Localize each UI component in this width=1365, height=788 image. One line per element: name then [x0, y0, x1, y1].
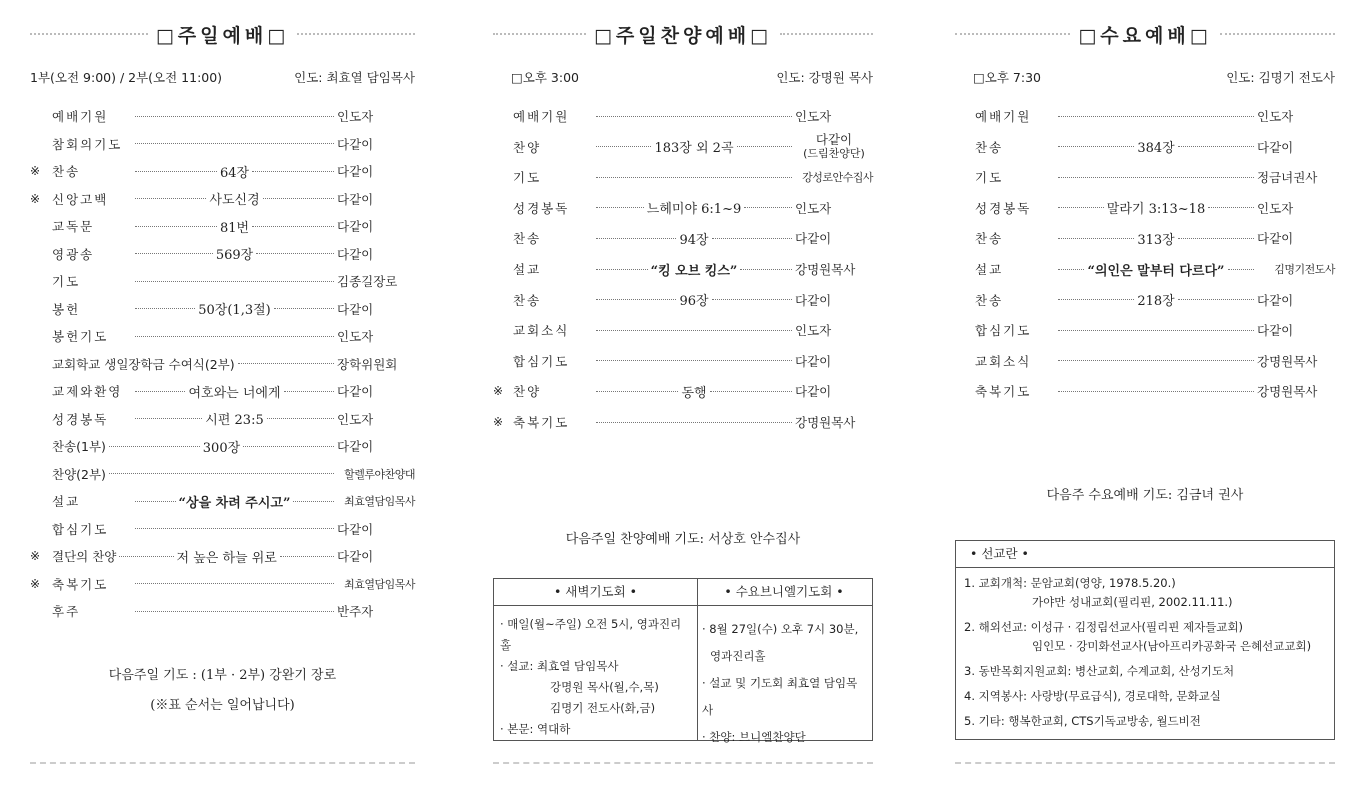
order-row — [52, 244, 415, 264]
order-content: 384장 — [1137, 141, 1175, 157]
order-row — [513, 351, 873, 371]
person-name: 강성로안수집사 — [802, 171, 873, 185]
order-row — [52, 134, 415, 154]
order-label: 교제와환영 — [52, 384, 123, 399]
leader-dots — [132, 336, 337, 337]
standing-note: (※표 순서는 일어납니다) — [150, 698, 295, 713]
person-name: 정금녀권사 — [1257, 170, 1318, 186]
order-row — [52, 464, 415, 484]
order-person — [337, 300, 415, 318]
nivel-prayer-box — [696, 578, 873, 744]
order-row — [975, 381, 1335, 401]
order-person — [795, 229, 873, 247]
order-row — [513, 228, 873, 248]
wednesday-service-heading — [955, 20, 1335, 48]
box-title: • 선교란 • — [956, 541, 1334, 568]
order-content: 동행 — [681, 385, 707, 401]
mission-item: 3. 동반목회지원교회: 병산교회, 수계교회, 산성기도처 — [964, 664, 1235, 678]
order-person — [337, 466, 415, 482]
next-prayer-note: 다음주 수요예배 기도: 김금녀 권사 — [1046, 488, 1244, 503]
divider — [780, 33, 873, 35]
standing-mark: ※ — [30, 576, 41, 591]
person-name: 반주자 — [337, 604, 374, 619]
order-row — [975, 198, 1335, 218]
box-line: · 매일(월~주일) 오전 5시, 영과진리홀 — [500, 617, 682, 652]
order-row — [52, 519, 415, 539]
order-person — [337, 410, 415, 428]
order-person — [337, 493, 415, 509]
order-person — [337, 437, 415, 455]
divider — [297, 33, 415, 35]
person-name: 강명원목사 — [1257, 353, 1318, 369]
leader-dots — [132, 492, 337, 511]
leader-dots — [132, 244, 337, 263]
order-label: 예배기원 — [975, 109, 1032, 124]
leader-dots — [1055, 198, 1257, 217]
box-line: · 찬양: 브니엘찬양단 — [702, 730, 806, 744]
box-line: · 설교 및 기도회 최효열 담임목사 — [702, 676, 858, 717]
order-label: 설교 — [52, 494, 81, 509]
order-label: 찬송 — [975, 231, 1004, 247]
order-person — [1257, 199, 1335, 217]
order-person — [795, 199, 873, 217]
leader-dots — [593, 260, 795, 279]
order-content: 569장 — [215, 248, 254, 263]
order-row — [52, 326, 415, 346]
divider — [1220, 33, 1335, 35]
service-time: □오후 7:30 — [973, 70, 1042, 85]
person-name: 인도자 — [337, 329, 374, 344]
order-row — [975, 137, 1335, 157]
person-name: 다같이 — [1257, 323, 1294, 339]
order-label: 찬양(2부) — [52, 466, 106, 482]
person-name: 다같이 — [795, 231, 832, 247]
person-name: 인도자 — [795, 323, 832, 339]
order-label: 교회소식 — [513, 323, 570, 339]
order-label: 후주 — [52, 604, 81, 619]
person-name: 다같이 — [337, 549, 374, 564]
order-person — [337, 107, 415, 125]
order-row — [513, 320, 873, 340]
leader-dots — [132, 116, 337, 117]
leader-dots — [1055, 330, 1257, 331]
order-content: “상을 차려 주시고” — [178, 495, 291, 511]
person-name: 다같이 — [337, 164, 374, 179]
box-line: · 8월 27일(수) 오후 7시 30분, — [702, 622, 859, 636]
order-content: 시편 23:5 — [205, 413, 264, 428]
person-name: 인도자 — [795, 200, 832, 216]
order-person — [337, 547, 415, 565]
person-name: 다같이 — [337, 301, 374, 317]
order-row — [975, 167, 1335, 187]
leader-dots — [1055, 116, 1257, 117]
order-label: 찬송 — [513, 231, 542, 247]
leader-dots — [593, 330, 795, 331]
person-name: 다같이 — [1257, 139, 1294, 155]
person-name: 다같이 — [337, 439, 374, 454]
order-content: 81번 — [219, 220, 250, 236]
leader-dots — [132, 382, 337, 401]
order-person — [337, 382, 415, 400]
service-info — [30, 66, 415, 88]
leader-dots — [132, 143, 337, 144]
order-row — [52, 491, 415, 511]
order-row — [52, 436, 415, 456]
leader-dots — [132, 611, 337, 612]
leader-dots — [593, 198, 795, 217]
mission-item: 2. 해외선교: 이성규 · 김정림선교사(필리핀 제자들교회) — [964, 620, 1244, 634]
sunday-service-heading — [30, 20, 415, 48]
person-name: 다같이 — [337, 384, 374, 399]
order-label: 찬양 — [513, 384, 542, 400]
order-label: 축복기도 — [975, 384, 1032, 400]
leader-dots — [106, 473, 337, 474]
leader-dots — [1055, 360, 1257, 361]
order-label: 합심기도 — [513, 353, 570, 369]
leader-dots — [132, 409, 337, 428]
section-title: □주일예배□ — [155, 24, 290, 47]
order-row — [52, 106, 415, 126]
service-leader: 인도: 김명기 전도사 — [1226, 70, 1335, 85]
leader-dots — [132, 528, 337, 529]
order-content: 313장 — [1137, 232, 1175, 248]
order-label: 봉헌 — [52, 301, 81, 317]
order-label: 봉헌기도 — [52, 329, 109, 344]
mission-item: 4. 지역봉사: 사랑방(무료급식), 경로대학, 문화교실 — [964, 689, 1221, 703]
leader-dots — [1055, 290, 1257, 309]
order-label: 교회소식 — [975, 353, 1032, 369]
order-row — [975, 106, 1335, 126]
order-label: 찬송 — [513, 292, 542, 308]
order-row — [52, 299, 415, 319]
order-person — [1257, 168, 1335, 186]
person-name: 다같이 — [795, 292, 832, 308]
order-person — [337, 272, 415, 290]
praise-service-heading — [493, 20, 873, 48]
order-row — [52, 216, 415, 236]
order-person — [337, 576, 415, 592]
mission-item-detail: 임인모 · 강미화선교사(남아프리카공화국 은혜선교교회) — [1032, 639, 1312, 653]
order-person — [1257, 229, 1335, 247]
order-label: 교독문 — [52, 219, 95, 234]
order-person — [337, 217, 415, 235]
order-content: 218장 — [1137, 294, 1175, 310]
box-title: • 새벽기도회 • — [494, 579, 697, 606]
order-label: 기도 — [513, 170, 542, 186]
service-time: □오후 3:00 — [511, 70, 580, 85]
leader-dots — [593, 229, 795, 248]
order-person — [795, 260, 873, 278]
order-content: 저 높은 하늘 위로 — [176, 550, 277, 566]
person-name: 강명원목사 — [795, 415, 856, 430]
person-name: 다같이 — [815, 132, 853, 148]
order-person — [795, 352, 873, 370]
order-person — [337, 190, 415, 208]
order-label: 설교 — [975, 262, 1004, 277]
order-person — [795, 382, 873, 400]
order-label: 성경봉독 — [52, 411, 109, 427]
mission-box — [955, 540, 1335, 740]
order-person — [795, 169, 873, 185]
divider — [30, 762, 415, 764]
order-person — [795, 291, 873, 309]
order-row — [513, 167, 873, 187]
order-label: 기도 — [52, 274, 81, 289]
order-content: 여호와는 너에게 — [188, 385, 281, 401]
order-content: 말라기 3:13~18 — [1106, 202, 1206, 218]
service-info — [511, 66, 873, 88]
person-name: 다같이 — [337, 521, 374, 537]
order-label: 결단의 찬양 — [52, 549, 117, 564]
person-name: 다같이 — [795, 384, 832, 400]
person-name: 다같이 — [337, 191, 374, 207]
dawn-prayer-box — [493, 578, 698, 741]
person-name: 김종길장로 — [337, 274, 398, 289]
leader-dots — [1055, 229, 1257, 248]
standing-mark: ※ — [30, 164, 41, 178]
leader-dots — [116, 547, 337, 566]
person-name: 인도자 — [337, 109, 374, 124]
order-person — [1257, 382, 1335, 400]
order-label: 합심기도 — [975, 323, 1032, 339]
order-row — [975, 351, 1335, 371]
order-label: 성경봉독 — [513, 200, 570, 216]
order-row — [52, 271, 415, 291]
leader-dots — [1055, 260, 1257, 279]
order-row — [975, 320, 1335, 340]
section-title: □주일찬양예배□ — [593, 24, 773, 47]
order-person — [1257, 321, 1335, 339]
leader-dots — [1055, 391, 1257, 392]
order-person — [337, 520, 415, 538]
person-name: 장학위원회 — [337, 356, 398, 372]
order-content: 96장 — [679, 294, 709, 310]
divider — [493, 762, 873, 764]
order-person — [795, 321, 873, 339]
order-person — [337, 602, 415, 620]
standing-mark: ※ — [30, 549, 41, 563]
divider — [955, 33, 1070, 35]
leader-dots — [593, 290, 795, 309]
order-label: 참회의기도 — [52, 136, 123, 152]
box-line: · 설교: 최효열 담임목사 — [500, 659, 619, 673]
box-line: · 본문: 역대하 — [500, 722, 571, 736]
order-row — [52, 381, 415, 401]
service-info — [973, 66, 1335, 88]
order-label: 영광송 — [52, 246, 95, 262]
person-name: 김명기전도사 — [1274, 263, 1335, 276]
order-row — [493, 412, 873, 432]
order-person — [795, 133, 873, 160]
person-name: 다같이 — [1257, 292, 1294, 308]
service-times: 1부(오전 9:00) / 2부(오전 11:00) — [30, 70, 223, 85]
person-name: 인도자 — [1257, 109, 1294, 124]
service-leader: 인도: 강명원 목사 — [776, 70, 873, 85]
leader-dots — [132, 217, 337, 236]
order-label: 찬송 — [975, 292, 1004, 308]
box-line: 강명원 목사(월,수,목) — [550, 680, 659, 694]
order-row — [493, 381, 873, 401]
order-person — [337, 162, 415, 180]
leader-dots — [593, 116, 795, 117]
divider — [955, 762, 1335, 764]
person-name: 최효열담임목사 — [344, 495, 415, 508]
order-label: 성경봉독 — [975, 200, 1032, 216]
leader-dots — [132, 299, 337, 318]
order-content: 느헤미야 6:1~9 — [646, 202, 742, 218]
person-name: 최효열담임목사 — [344, 577, 415, 591]
person-name: 강명원목사 — [795, 262, 856, 277]
order-row — [30, 161, 415, 181]
order-person — [337, 327, 415, 345]
order-label: 찬송(1부) — [52, 439, 106, 454]
order-person — [337, 245, 415, 263]
person-name: 인도자 — [337, 411, 374, 427]
order-content: 64장 — [219, 165, 250, 181]
order-person — [337, 135, 415, 153]
order-label: 기도 — [975, 170, 1004, 186]
order-row — [52, 409, 415, 429]
order-label: 찬양 — [513, 139, 542, 155]
section-title: □수요예배□ — [1078, 24, 1212, 47]
order-label: 예배기원 — [52, 109, 109, 124]
order-label: 찬송 — [52, 164, 81, 179]
person-name: 강명원목사 — [1257, 384, 1318, 400]
standing-mark: ※ — [493, 415, 504, 429]
order-content: 300장 — [202, 440, 241, 456]
person-name: 다같이 — [337, 136, 374, 152]
leader-dots — [132, 583, 337, 584]
order-content: 94장 — [679, 232, 709, 248]
order-row — [975, 259, 1335, 279]
box-title: • 수요브니엘기도회 • — [696, 579, 872, 606]
leader-dots — [593, 382, 795, 401]
leader-dots — [132, 162, 337, 181]
leader-dots — [235, 363, 337, 364]
mission-item: 1. 교회개척: 문암교회(영양, 1978.5.20.) — [964, 576, 1176, 590]
leader-dots — [106, 437, 337, 456]
leader-dots — [1055, 137, 1257, 156]
order-row — [52, 354, 415, 374]
leader-dots — [593, 360, 795, 361]
order-content: 사도신경 — [209, 193, 260, 208]
order-content: “의인은 말부터 다르다” — [1087, 263, 1225, 279]
order-row — [52, 601, 415, 621]
person-name: 다같이 — [337, 246, 374, 262]
order-content: 183장 외 2곡 — [654, 141, 734, 157]
divider — [493, 33, 586, 35]
order-person — [1257, 107, 1335, 125]
order-person — [795, 107, 873, 125]
person-name: 다같이 — [1257, 231, 1294, 247]
service-leader: 인도: 최효열 담임목사 — [294, 70, 415, 85]
order-person — [337, 355, 415, 373]
order-person — [1257, 291, 1335, 309]
order-row — [975, 228, 1335, 248]
order-person — [795, 413, 873, 431]
order-person — [1257, 261, 1335, 277]
next-prayer-note: 다음주일 기도 : (1부 · 2부) 강완기 장로 — [108, 668, 337, 683]
leader-dots — [593, 422, 795, 423]
order-label: 신앙고백 — [52, 191, 109, 207]
leader-dots — [1055, 177, 1257, 178]
mission-item-detail: 가야만 성내교회(필리핀, 2002.11.11.) — [1032, 595, 1233, 609]
leader-dots — [132, 281, 337, 282]
box-line: 영과진리홀 — [710, 649, 766, 663]
leader-dots — [593, 137, 795, 156]
standing-mark: ※ — [493, 384, 504, 399]
order-content: “킹 오브 킹스” — [650, 263, 738, 279]
leader-dots — [132, 189, 337, 208]
order-row — [513, 290, 873, 310]
order-label: 설교 — [513, 262, 542, 277]
person-name: 인도자 — [1257, 200, 1294, 216]
order-person — [1257, 352, 1335, 370]
box-line: 김명기 전도사(화,금) — [550, 701, 656, 715]
person-name: 인도자 — [795, 109, 832, 124]
order-label: 예배기원 — [513, 109, 570, 124]
divider — [30, 33, 148, 35]
order-row — [30, 189, 415, 209]
order-label: 교회학교 생일장학금 수여식(2부) — [52, 356, 235, 372]
order-row — [513, 259, 873, 279]
order-label: 축복기도 — [52, 576, 109, 592]
person-name: 할렐루야찬양대 — [344, 467, 415, 481]
order-row — [30, 574, 415, 594]
order-person — [1257, 138, 1335, 156]
order-row — [513, 106, 873, 126]
order-row — [30, 546, 415, 566]
order-label: 찬송 — [975, 139, 1004, 155]
next-prayer-note: 다음주일 찬양예배 기도: 서상호 안수집사 — [565, 532, 801, 547]
person-name: 다같이 — [337, 219, 374, 234]
order-label: 축복기도 — [513, 415, 570, 430]
order-label: 합심기도 — [52, 521, 109, 537]
standing-mark: ※ — [30, 191, 41, 206]
order-row — [513, 198, 873, 218]
person-name: 다같이 — [795, 353, 832, 369]
order-content: 50장(1,3절) — [198, 303, 271, 318]
mission-item: 5. 기타: 행복한교회, CTS기독교방송, 월드비전 — [964, 714, 1201, 728]
order-row — [975, 290, 1335, 310]
leader-dots — [593, 177, 795, 178]
person-group: (드림찬양단) — [803, 147, 865, 161]
order-row — [513, 132, 873, 161]
